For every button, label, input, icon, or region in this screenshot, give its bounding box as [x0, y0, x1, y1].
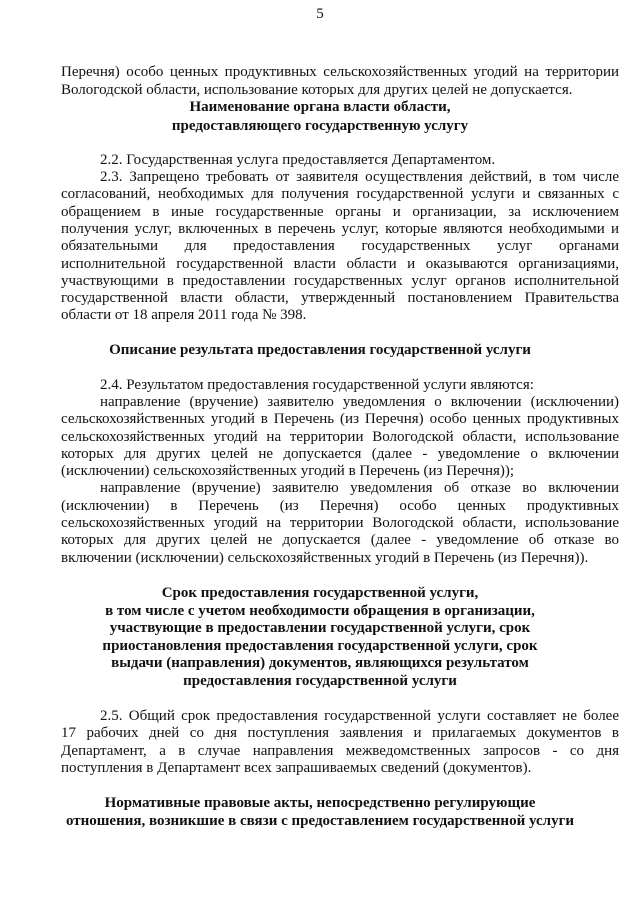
section-heading: Описание результата предоставления государственной услуги — [109, 342, 531, 358]
section-heading: предоставляющего государственную услугу — [171, 118, 469, 134]
text-line: Перечня) особо ценных продуктивных сельскохозяйственных угодий на территории — [61, 64, 619, 80]
text-line: включении (исключении) сельскохозяйственных угодий в Перечень (из Перечня)). — [61, 550, 589, 566]
text-line: 2.5. Общий срок предоставления государственной услуги составляет не более — [100, 708, 619, 724]
text-line: участвующими в предоставлении государственных услуг органов исполнительной — [61, 273, 619, 289]
section-heading: Срок предоставления государственной услуги, — [161, 585, 479, 601]
text-line: которых для других целей не допускается (далее - уведомление об отказе во — [61, 532, 619, 548]
text-line: государственной власти области, утвержденный постановлением Правительства — [61, 290, 619, 306]
text-line: сельскохозяйственных угодий в Перечень (из Перечня) особо ценных продуктивных — [61, 411, 619, 427]
section-heading: участвующие в предоставлении государственной услуги, срок — [109, 620, 531, 636]
text-line: которых для других целей не допускается (далее - уведомление о включении — [61, 446, 619, 462]
paragraph-2-2: 2.2. Государственная услуга предоставляется Департаментом. — [100, 152, 496, 168]
text-line: (исключении) сельскохозяйственных угодий в Перечень (из Перечня)); — [61, 463, 515, 479]
text-line: Вологодской области, использование которых для других целей не допускается. — [61, 82, 573, 98]
text-line: исполнительной государственной власти области и оказываются организациями, — [61, 256, 619, 272]
section-heading: в том числе с учетом необходимости обращения в организации, — [105, 603, 535, 619]
page-number: 5 — [316, 6, 324, 22]
text-line: направление (вручение) заявителю уведомления об отказе во включении — [100, 480, 619, 496]
section-heading: предоставления государственной услуги — [183, 673, 457, 689]
section-heading: отношения, возникшие в связи с предоставлением государственной услуги — [65, 813, 575, 829]
text-line: обязательными для предоставления государственных услуг органами — [61, 238, 619, 254]
text-line: Департамент, а в случае направления межведомственных запросов - со дня — [61, 743, 619, 759]
text-line: направление (вручение) заявителю уведомления о включении (исключении) — [100, 394, 619, 410]
text-line: 2.3. Запрещено требовать от заявителя осуществления действий, в том числе — [100, 169, 619, 185]
section-heading: Нормативные правовые акты, непосредственно регулирующие — [104, 795, 536, 811]
section-heading: приостановления предоставления государственной услуги, срок — [102, 638, 538, 654]
text-line: обращением в иные государственные органы и организации, за исключением — [61, 204, 619, 220]
text-line: сельскохозяйственных угодий на территории Вологодской области, использование — [61, 429, 619, 445]
text-line: поступления в Департамент всех запрашиваемых сведений (документов). — [61, 760, 532, 776]
text-line: области от 18 апреля 2011 года № 398. — [61, 307, 307, 323]
text-line: 17 рабочих дней со дня поступления заявления и прилагаемых документов в — [61, 725, 619, 741]
section-heading: выдачи (направления) документов, являющихся результатом — [111, 655, 529, 671]
section-heading: Наименование органа власти области, — [189, 99, 451, 115]
text-line: получения услуг, включенных в перечень услуг, которые являются необходимыми и — [61, 221, 619, 237]
text-line: согласований, необходимых для получения государственной услуги и связанных с — [61, 186, 619, 202]
text-line: 2.4. Результатом предоставления государственной услуги являются: — [100, 377, 534, 393]
text-line: сельскохозяйственных угодий на территории Вологодской области, использование — [61, 515, 619, 531]
text-line: (исключении) в Перечень (из Перечня) особо ценных продуктивных — [61, 498, 619, 514]
